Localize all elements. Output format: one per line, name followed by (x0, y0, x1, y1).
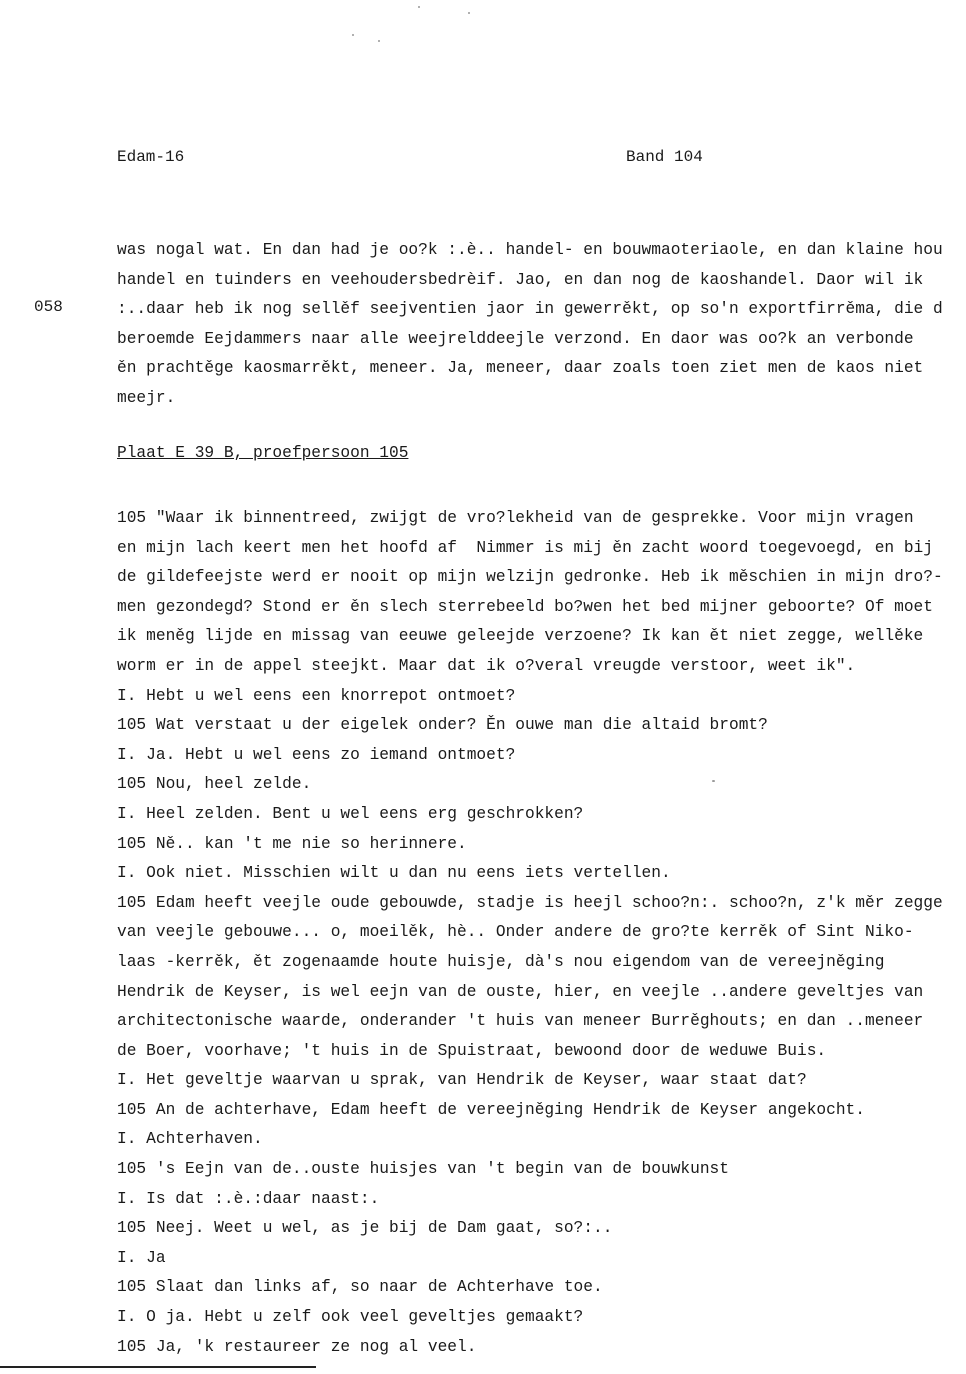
intro-line: beroemde Eejdammers naar alle weejrelddeejle verzond. En daor was oo?k an verbonde (117, 329, 914, 348)
transcript-line: 105 Ně.. kan 't me nie so herinnere. (117, 834, 467, 853)
section-title: Plaat E 39 B, proefpersoon 105 (117, 444, 409, 462)
scan-speck (352, 34, 354, 36)
transcript-line: 105 Neej. Weet u wel, as je bij de Dam gaat, so?:.. (117, 1219, 613, 1238)
transcript (117, 504, 966, 1362)
transcript-line: 105 Slaat dan links af, so naar de Achterhave toe. (117, 1278, 603, 1297)
transcript-line: worm er in de appel steejkt. Maar dat ik o?veral vreugde verstoor, weet ik". (117, 656, 856, 675)
transcript-line: de gildefeejste werd er nooit op mijn welzijn gedronke. Heb ik měschien in mijn dro?- (117, 568, 943, 587)
transcript-line: ik meněg lijde en missag van eeuwe geleejde verzoene? Ik kan ět niet zegge, wellěke (117, 627, 924, 646)
intro-line: :..daar heb ik nog sellěf seejventien jaor in gewerrěkt, op so'n exportfirrěma, die d (117, 300, 943, 319)
transcript-line: I. Het geveltje waarvan u sprak, van Hendrik de Keyser, waar staat dat? (117, 1071, 807, 1090)
transcript-line: laas -kerrěk, ět zogenaamde houte huisje, dà's nou eigendom van de vereejněging (117, 952, 885, 971)
scan-speck (712, 780, 715, 782)
transcript-line: 105 Wat verstaat u der eigelek onder? Ěn ouwe man die altaid bromt? (117, 716, 768, 735)
scan-speck (378, 40, 380, 42)
transcript-line: 105 "Waar ik binnentreed, zwijgt de vro?lekheid van de gesprekke. Voor mijn vragen (117, 509, 914, 527)
transcript-line: architectonische waarde, onderander 't huis van meneer Burrěghouts; en dan ..meneer (117, 1012, 924, 1031)
transcript-line: I. Ja. Hebt u wel eens zo iemand ontmoet? (117, 745, 516, 764)
transcript-line: I. Achterhaven. (117, 1130, 263, 1149)
transcript-line: van veejle gebouwe... o, moeilěk, hè.. Onder andere de gro?te kerrěk of Sint Niko- (117, 923, 914, 942)
transcript-line: I. Hebt u wel eens een knorrepot ontmoet? (117, 686, 516, 705)
bottom-rule (0, 1366, 316, 1368)
transcript-line: I. O ja. Hebt u zelf ook veel geveltjes gemaakt? (117, 1308, 584, 1327)
intro-paragraph (117, 236, 966, 414)
margin-number: 058 (34, 298, 63, 316)
intro-line: was nogal wat. En dan had je oo?k :.è.. handel- en bouwmaoteriaole, en dan klaine hou (117, 241, 943, 259)
transcript-line: I. Is dat :.è.:daar naast:. (117, 1189, 380, 1208)
transcript-line: de Boer, voorhave; 't huis in de Spuistraat, bewoond door de weduwe Buis. (117, 1041, 827, 1060)
transcript-line: 105 Ja, 'k restaureer ze nog al veel. (117, 1337, 477, 1356)
transcript-line: 105 's Eejn van de..ouste huisjes van 't begin van de bouwkunst (117, 1160, 729, 1179)
transcript-line: I. Heel zelden. Bent u wel eens erg geschrokken? (117, 804, 584, 823)
transcript-line: Hendrik de Keyser, is wel eejn van de ouste, hier, en veejle ..andere geveltjes van (117, 982, 924, 1001)
transcript-line: I. Ook niet. Misschien wilt u dan nu eens iets vertellen. (117, 864, 671, 883)
header-left: Edam-16 (117, 148, 185, 166)
transcript-line: I. Ja (117, 1248, 166, 1267)
transcript-line: 105 An de achterhave, Edam heeft de vereejněging Hendrik de Keyser angekocht. (117, 1100, 865, 1119)
transcript-line: 105 Edam heeft veejle oude gebouwde, stadje is heejl schoo?n:. schoo?n, z'k měr zegge (117, 893, 943, 912)
transcript-line: men gezondegd? Stond er ěn slech sterrebeeld bo?wen het bed mijner geboorte? Of moet (117, 597, 933, 616)
intro-line: ěn prachtěge kaosmarrěkt, meneer. Ja, meneer, daar zoals toen ziet men de kaos niet (117, 359, 924, 378)
intro-line: meejr. (117, 388, 176, 407)
scan-speck (468, 12, 470, 14)
scan-speck (418, 6, 420, 8)
intro-line: handel en tuinders en veehoudersbedrèif. Jao, en dan nog de kaoshandel. Daor wil ik (117, 270, 924, 289)
transcript-line: en mijn lach keert men het hoofd af Nimmer is mij ěn zacht woord toegevoegd, en bij (117, 538, 933, 557)
transcript-line: 105 Nou, heel zelde. (117, 775, 312, 794)
header-right: Band 104 (626, 148, 703, 166)
